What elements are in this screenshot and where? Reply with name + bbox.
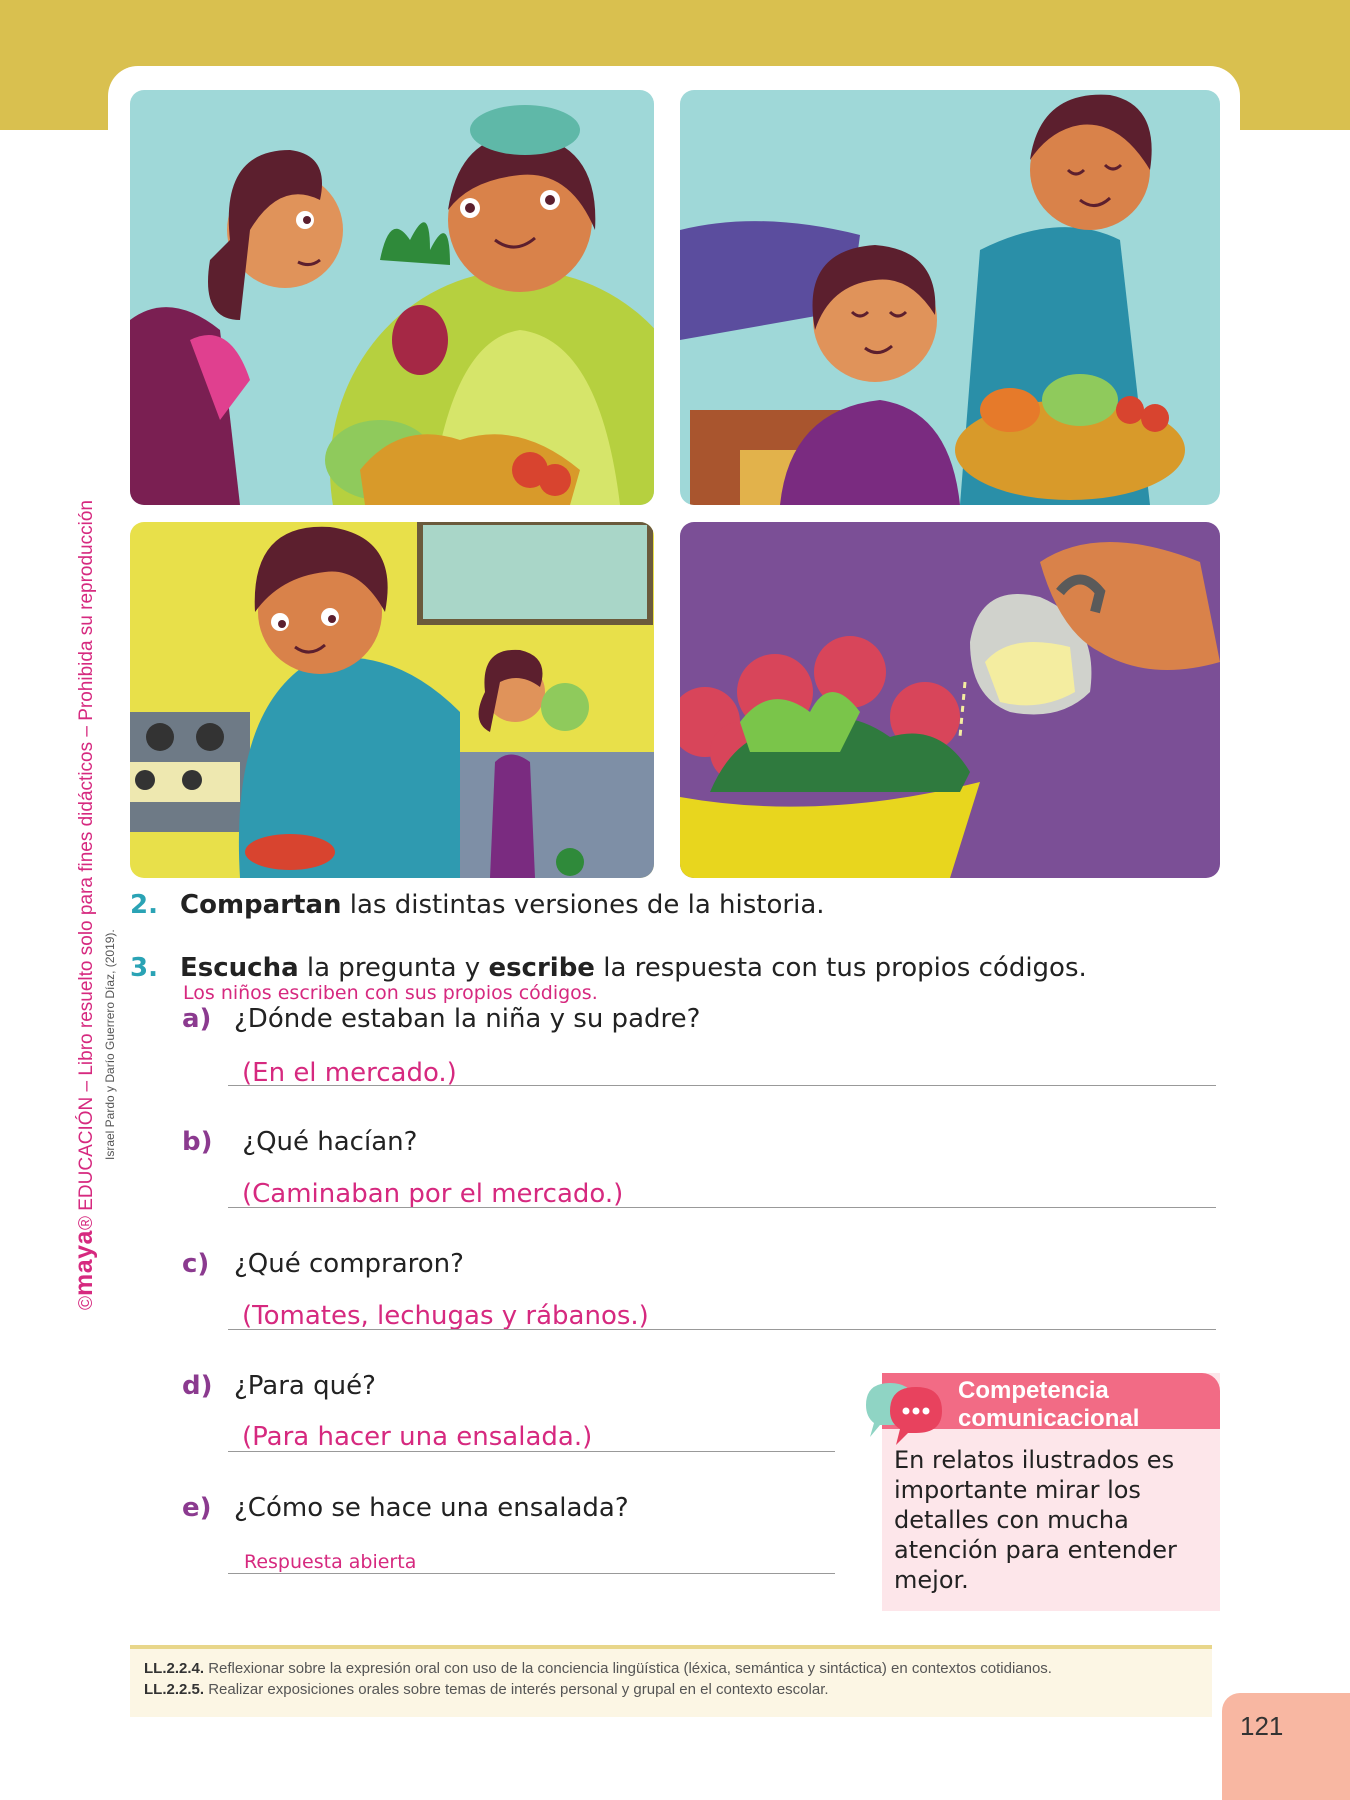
question-d <box>182 1371 376 1401</box>
tip-title-line-2: comunicacional <box>958 1405 1140 1432</box>
answer-line-a <box>228 1085 1216 1086</box>
question-letter: c) <box>182 1249 210 1279</box>
question-text: ¿Para qué? <box>234 1371 376 1401</box>
question-c <box>182 1249 464 1279</box>
question-b <box>182 1127 417 1157</box>
tip-body: En relatos ilustrados es importante mirar los detalles con mucha atención para entender mejor. <box>894 1446 1177 1594</box>
question-e <box>182 1493 629 1523</box>
question-text: ¿Qué compraron? <box>234 1249 464 1279</box>
activity-item-3 <box>130 953 1087 983</box>
answer-b: (Caminaban por el mercado.) <box>242 1179 624 1209</box>
question-text: ¿Dónde estaban la niña y su padre? <box>234 1004 701 1034</box>
answer-note: Los niños escriben con sus propios códigos. <box>183 982 598 1004</box>
item-text: la respuesta con tus propios códigos. <box>594 953 1087 983</box>
standard-text: Realizar exposiciones orales sobre temas de interés personal y grupal en el contexto escolar. <box>204 1681 829 1698</box>
answer-line-b <box>228 1207 1216 1208</box>
question-text: ¿Qué hacían? <box>234 1127 418 1157</box>
standard-code: LL.2.2.4. <box>144 1660 205 1677</box>
illustration-girl-and-vendor-svg <box>130 90 654 505</box>
illustration-salad-bowl-svg <box>680 522 1220 878</box>
item-text: las distintas versiones de la historia. <box>341 890 825 920</box>
item-verb: Escucha <box>180 953 299 983</box>
standard-row <box>144 1679 1212 1700</box>
question-letter: a) <box>182 1004 212 1034</box>
illustration-father-kitchen <box>130 522 654 878</box>
standard-text: Reflexionar sobre la expresión oral con uso de la conciencia lingüística (léxica, semántica y sintáctica) en contextos cotidianos. <box>204 1660 1052 1677</box>
question-a <box>182 1004 700 1034</box>
standard-row <box>144 1658 1212 1679</box>
side-copyright-text <box>70 490 126 1310</box>
answer-e: Respuesta abierta <box>244 1551 417 1573</box>
item-verb: Compartan <box>180 890 342 920</box>
answer-line-e <box>228 1573 835 1574</box>
answer-a: (En el mercado.) <box>242 1058 457 1088</box>
illustration-girl-and-father-market-svg <box>680 90 1220 505</box>
item-number: 3. <box>130 953 158 983</box>
illustration-father-kitchen-svg <box>130 522 654 878</box>
answer-line-d <box>228 1451 835 1452</box>
tip-title-line-1: Competencia <box>958 1377 1109 1404</box>
question-text: ¿Cómo se hace una ensalada? <box>234 1493 629 1523</box>
standard-code: LL.2.2.5. <box>144 1681 205 1698</box>
copyright-symbol: © <box>76 1296 97 1310</box>
page-number-tab <box>1222 1693 1350 1800</box>
side-copyright-line <box>70 490 101 1310</box>
answer-d: (Para hacer una ensalada.) <box>242 1422 593 1452</box>
side-copyright-rest: ® EDUCACIÓN – Libro resuelto solo para fines didácticos – Prohibida su reproducción <box>76 500 97 1231</box>
question-letter: b) <box>182 1127 213 1157</box>
tip-title <box>958 1377 1139 1433</box>
page-number: 121 <box>1240 1711 1284 1741</box>
item-verb-2: escribe <box>488 953 595 983</box>
question-letter: e) <box>182 1493 212 1523</box>
illustration-salad-bowl <box>680 522 1220 878</box>
illustration-credit: Israel Pardo y Darío Guerrero Díaz, (2019). <box>103 929 117 1160</box>
question-letter: d) <box>182 1371 213 1401</box>
answer-c: (Tomates, lechugas y rábanos.) <box>242 1301 649 1331</box>
item-number: 2. <box>130 890 158 920</box>
brand-logo-text: maya <box>70 1230 98 1296</box>
activity-item-2 <box>130 890 825 920</box>
illustration-girl-and-father-market <box>680 90 1220 505</box>
answer-line-c <box>228 1329 1216 1330</box>
item-text-mid: la pregunta y <box>298 953 489 983</box>
speech-bubbles-icon <box>862 1375 952 1447</box>
curriculum-standards <box>130 1645 1212 1717</box>
illustration-girl-and-vendor <box>130 90 654 505</box>
